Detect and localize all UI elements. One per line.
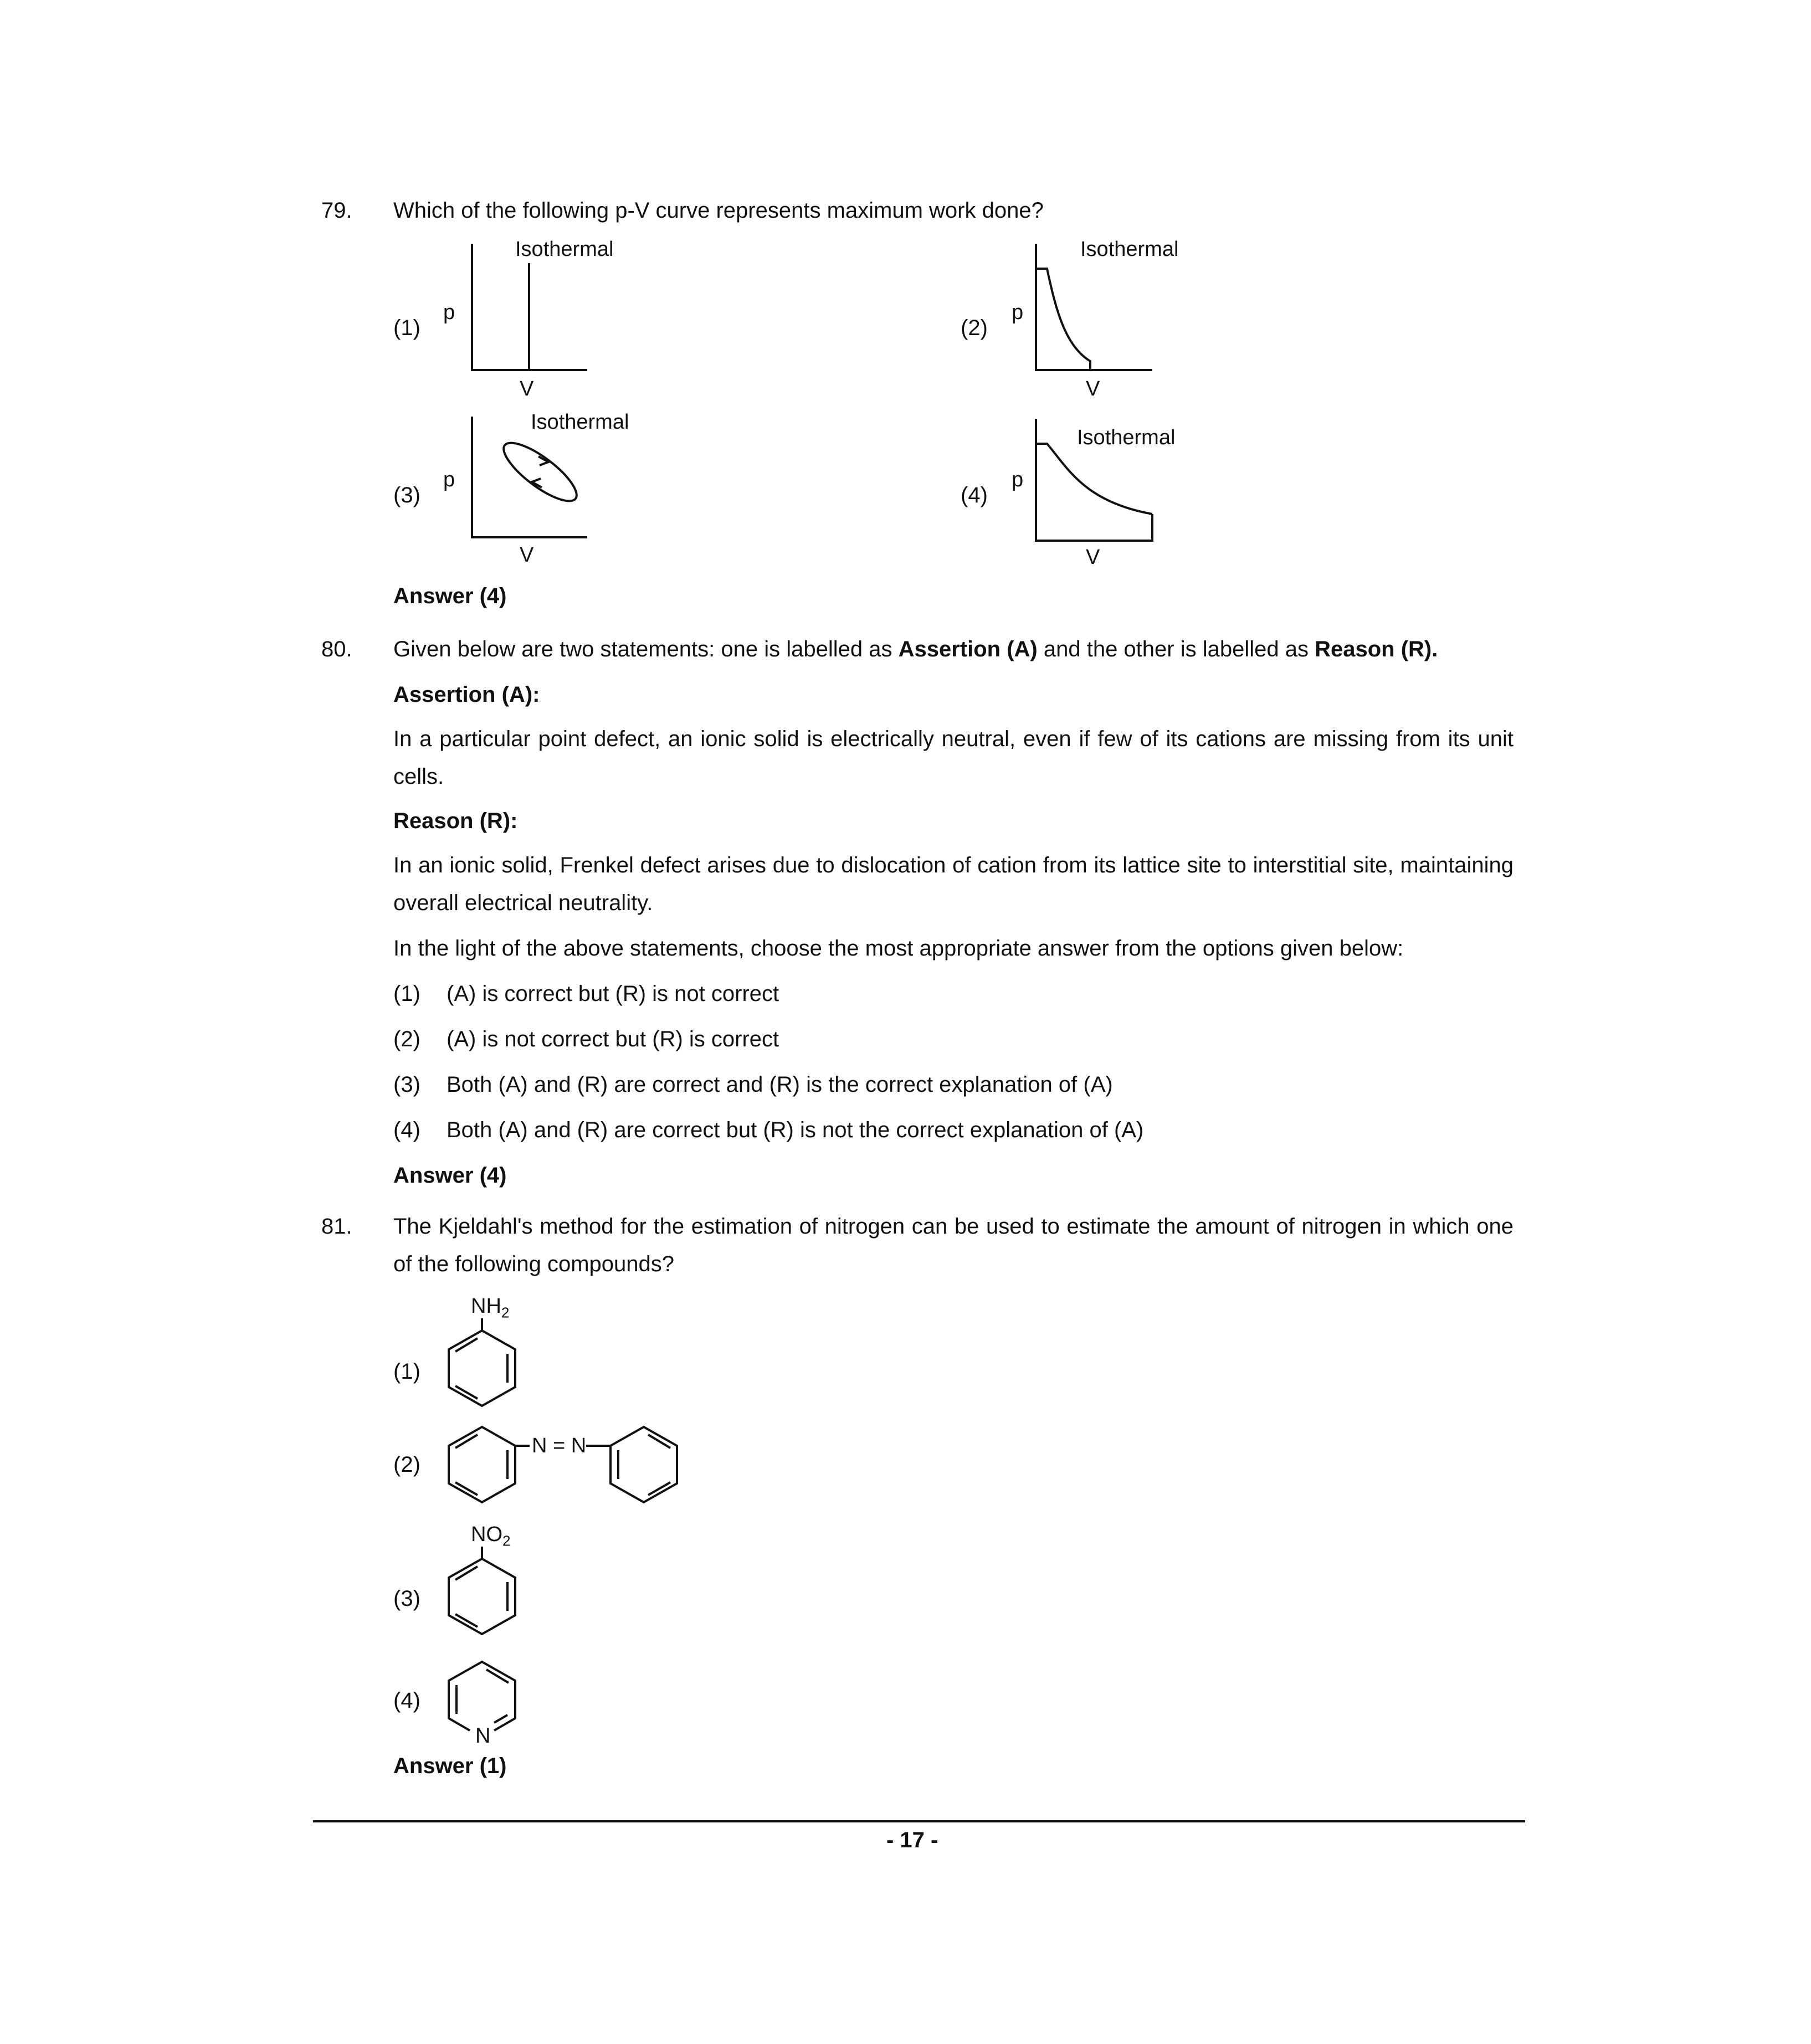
ring-nitrogen: N [475,1724,491,1748]
benzene-ring-icon [443,1318,521,1407]
x-axis-label: V [520,377,534,400]
question-number: 79. [321,198,352,223]
pv-graph-4 [1035,419,1162,546]
reason-heading: Reason (R): [393,809,518,833]
benzene-ring-icon [443,1424,537,1507]
page-number: - 17 - [886,1828,938,1852]
y-axis-label: p [443,301,455,324]
option-label: (3) [393,483,420,507]
curve-label: Isothermal [531,410,629,434]
reason-text: In an ionic solid, Frenkel defect arises due to dislocation of cation from its lattice site to interstitial site, maintaining overall electrical neutrality. [393,853,1514,915]
intro-text: and the other is labelled as [1037,637,1315,661]
answer: Answer (1) [393,1754,507,1778]
assertion-term: Assertion (A) [898,637,1038,661]
option-label: (4) [393,1688,420,1713]
question-number: 80. [321,637,352,661]
option-label: (4) [961,483,988,507]
intro-text: Given below are two statements: one is labelled as [393,637,899,661]
option-label: (2) [393,1027,420,1051]
x-axis-label: V [1086,377,1100,400]
question-prompt: In the light of the above statements, choose the most appropriate answer from the options given below: [393,936,1404,961]
option-label: (3) [393,1072,420,1097]
pv-graph-2 [1035,244,1157,377]
curve-label: Isothermal [1080,238,1179,261]
option-label: (4) [393,1118,420,1142]
option-text: Both (A) and (R) are correct and (R) is the correct explanation of (A) [447,1072,1113,1097]
substituent-group: $NH_2$ [471,1295,510,1321]
y-axis-label: p [1012,468,1024,491]
benzene-ring-icon [443,1547,521,1635]
footer-divider [313,1820,1525,1822]
question-intro [393,636,1438,662]
assertion-heading: Assertion (A): [393,682,540,707]
question-text: The Kjeldahl's method for the estimation of nitrogen can be used to estimate the amount of nitrogen in which one of the following compounds? [393,1214,1514,1276]
question-text: Which of the following p-V curve represents maximum work done? [393,198,1044,223]
option-label: (1) [393,316,420,340]
curve-label: Isothermal [1077,426,1176,449]
pv-graph-3 [471,417,593,544]
option-label: (1) [393,1359,420,1384]
answer: Answer (4) [393,584,507,608]
option-text: Both (A) and (R) are correct but (R) is not the correct explanation of (A) [447,1118,1144,1142]
assertion-text: In a particular point defect, an ionic solid is electrically neutral, even if few of its cations are missing from its unit cells. [393,727,1514,789]
option-label: (2) [393,1452,420,1477]
option-text: (A) is correct but (R) is not correct [447,982,779,1006]
reason-term: Reason (R). [1315,637,1438,661]
azo-linker: N = N [532,1434,587,1457]
benzene-ring-icon [586,1427,691,1510]
question-number: 81. [321,1214,352,1239]
option-label: (3) [393,1586,420,1611]
pv-graph-1 [471,244,593,377]
answer: Answer (4) [393,1163,507,1188]
option-label: (1) [393,982,420,1006]
curve-label: Isothermal [515,238,614,261]
y-axis-label: p [1012,301,1024,324]
y-axis-label: p [443,468,455,491]
x-axis-label: V [1086,546,1100,569]
option-text: (A) is not correct but (R) is correct [447,1027,779,1051]
option-label: (2) [961,316,988,340]
x-axis-label: V [520,543,534,567]
substituent-group: $NO_2$ [471,1523,511,1549]
